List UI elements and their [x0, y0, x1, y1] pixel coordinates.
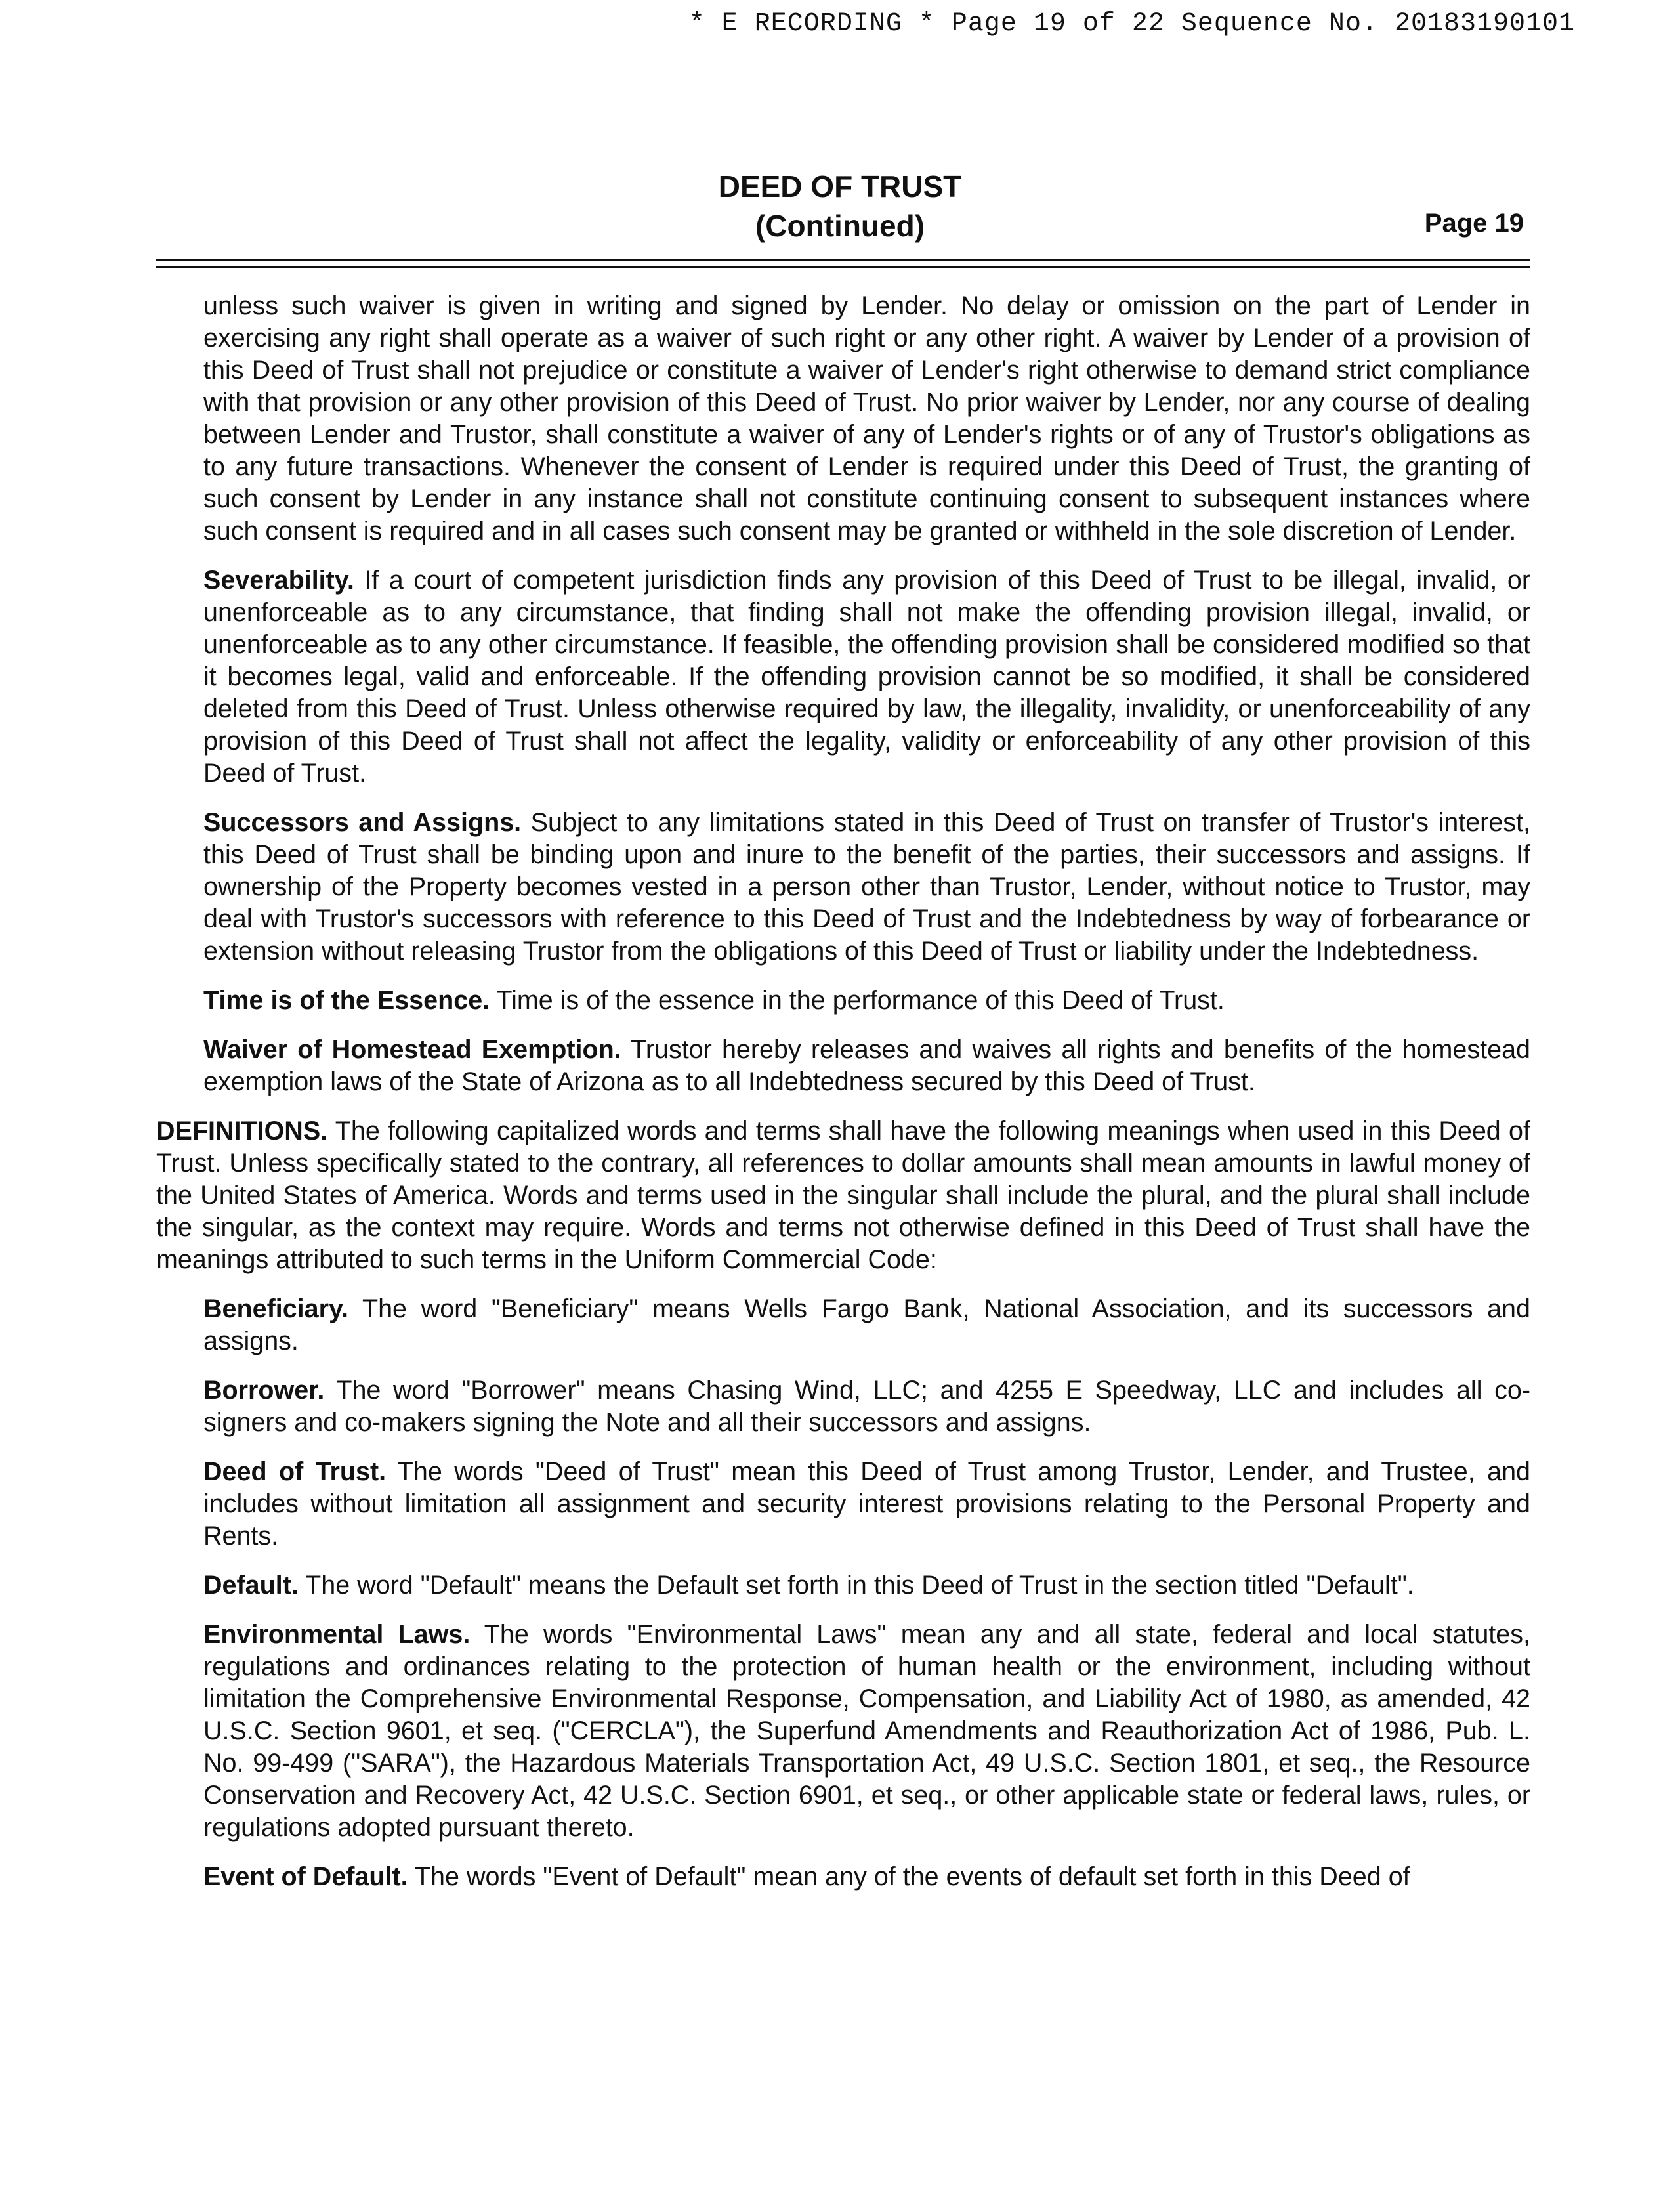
successors-paragraph [156, 807, 1530, 968]
document-subtitle: (Continued) [755, 209, 925, 243]
definitions-term: DEFINITIONS. [156, 1117, 328, 1145]
time-essence-paragraph [156, 985, 1530, 1017]
divider-line-top [156, 259, 1530, 261]
beneficiary-text: The word "Beneficiary" means Wells Fargo Bank, National Association, and its successors and assigns. [203, 1294, 1530, 1355]
document-title: DEED OF TRUST [718, 169, 962, 203]
environmental-laws-term: Environmental Laws. [203, 1620, 471, 1649]
severability-text: If a court of competent jurisdiction finds any provision of this Deed of Trust to be illegal, invalid, or unenforceable as to any circumstance, that finding shall not make the offending provision illegal, invalid, or unenforceable as to any other circumstance. If feasible, the offending provision shall be considered modified so that it becomes legal, valid and enforceable. If the offending provision cannot be so modified, it shall be considered deleted from this Deed of Trust. Unless otherwise required by law, the illegality, invalidity, or unenforceability of any provision of this Deed of Trust shall not affect the legality, validity or enforceability of any other provision of this Deed of Trust. [203, 566, 1530, 788]
successors-text: Subject to any limitations stated in this Deed of Trust on transfer of Trustor's interest, this Deed of Trust shall be binding upon and inure to the benefit of the parties, their successors and assigns. If ownership of the Property becomes vested in a person other than Trustor, Lender, without notice to Trustor, may deal with Trustor's successors with reference to this Deed of Trust and the Indebtedness by way of forbearance or extension without releasing Trustor from the obligations of this Deed of Trust or liability under the Indebtedness. [203, 808, 1530, 966]
successors-term: Successors and Assigns. [203, 808, 522, 837]
divider-line-bottom [156, 266, 1530, 268]
event-of-default-paragraph [156, 1861, 1530, 1893]
definitions-paragraph [156, 1115, 1530, 1276]
document-body [156, 290, 1530, 1910]
beneficiary-paragraph [156, 1293, 1530, 1357]
homestead-term: Waiver of Homestead Exemption. [203, 1035, 621, 1064]
time-essence-text: Time is of the essence in the performance of this Deed of Trust. [496, 986, 1225, 1015]
environmental-laws-paragraph [156, 1619, 1530, 1844]
waiver-paragraph [156, 290, 1530, 547]
page-number: Page 19 [1424, 209, 1524, 238]
deed-of-trust-term: Deed of Trust. [203, 1457, 387, 1486]
event-of-default-term: Event of Default. [203, 1862, 408, 1891]
deed-of-trust-paragraph [156, 1456, 1530, 1552]
homestead-text: Trustor hereby releases and waives all rights and benefits of the homestead exemption laws of the State of Arizona as to all Indebtedness secured by this Deed of Trust. [203, 1035, 1531, 1096]
environmental-laws-text: The words "Environmental Laws" mean any and all state, federal and local statutes, regulations and ordinances relating to the protection of human health or the environment, including without limitation the Comprehensive Environmental Response, Compensation, and Liability Act of 1980, as amended, 42 U.S.C. Section 9601, et seq. ("CERCLA"), the Superfund Amendments and Reauthorization Act of 1986, Pub. L. No. 99-499 ("SARA"), the Hazardous Materials Transportation Act, 49 U.S.C. Section 1801, et seq., the Resource Conservation and Recovery Act, 42 U.S.C. Section 6901, et seq., or other applicable state or federal laws, rules, or regulations adopted pursuant thereto. [203, 1620, 1530, 1842]
homestead-paragraph [156, 1034, 1530, 1098]
recording-header: * E RECORDING * Page 19 of 22 Sequence No. 20183190101 [688, 9, 1575, 39]
beneficiary-term: Beneficiary. [203, 1294, 349, 1323]
severability-paragraph [156, 565, 1530, 790]
header-divider [156, 259, 1530, 273]
deed-of-trust-text: The words "Deed of Trust" mean this Deed of Trust among Trustor, Lender, and Trustee, and includes without limitation all assignment and security interest provisions relating to the Personal Property and Rents. [203, 1457, 1531, 1550]
borrower-term: Borrower. [203, 1376, 325, 1405]
severability-term: Severability. [203, 566, 354, 595]
definitions-text: The following capitalized words and terms shall have the following meanings when used in this Deed of Trust. Unless specifically stated to the contrary, all references to dollar amounts shall mean amounts in lawful money of the United States of America. Words and terms used in the singular shall include the plural, and the plural shall include the singular, as the context may require. Words and terms not otherwise defined in this Deed of Trust shall have the meanings attributed to such terms in the Uniform Commercial Code: [156, 1117, 1530, 1274]
borrower-text: The word "Borrower" means Chasing Wind, LLC; and 4255 E Speedway, LLC and includes all co-signers and co-makers signing the Note and all their successors and assigns. [203, 1376, 1530, 1437]
default-term: Default. [203, 1571, 299, 1600]
time-essence-term: Time is of the Essence. [203, 986, 490, 1015]
event-of-default-text: The words "Event of Default" mean any of the events of default set forth in this Deed of [414, 1862, 1410, 1891]
default-paragraph [156, 1569, 1530, 1602]
document-header [0, 167, 1680, 245]
default-text: The word "Default" means the Default set forth in this Deed of Trust in the section titled "Default". [305, 1571, 1414, 1600]
waiver-text: unless such waiver is given in writing and signed by Lender. No delay or omission on the part of Lender in exercising any right shall operate as a waiver of such right or any other right. A waiver by Lender of a provision of this Deed of Trust shall not prejudice or constitute a waiver of Lender's right otherwise to demand strict compliance with that provision or any other provision of this Deed of Trust. No prior waiver by Lender, nor any course of dealing between Lender and Trustor, shall constitute a waiver of any of Lender's rights or of any of Trustor's obligations as to any future transactions. Whenever the consent of Lender is required under this Deed of Trust, the granting of such consent by Lender in any instance shall not constitute continuing consent to subsequent instances where such consent is required and in all cases such consent may be granted or withheld in the sole discretion of Lender. [203, 291, 1530, 545]
borrower-paragraph [156, 1375, 1530, 1439]
